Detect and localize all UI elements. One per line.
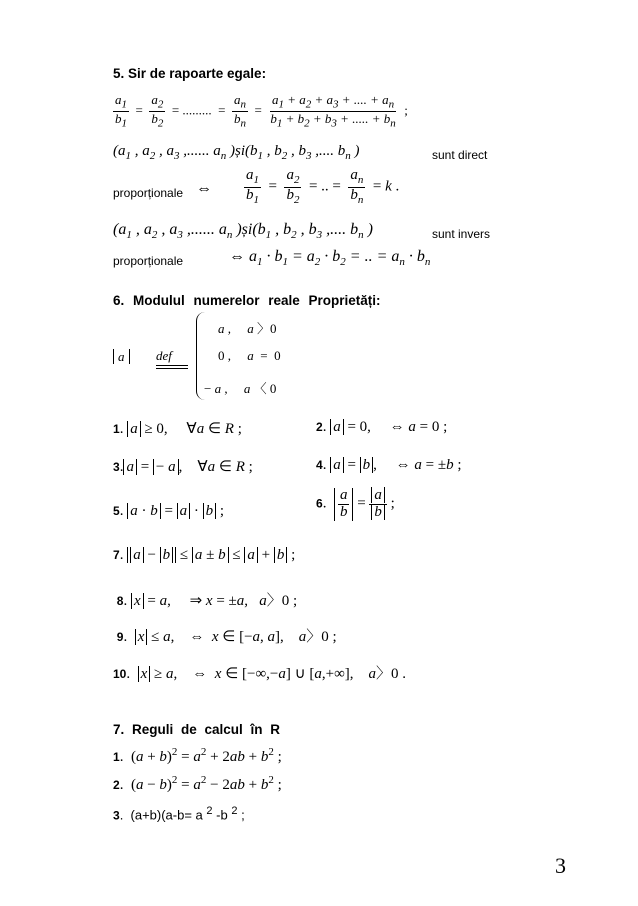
prop-1: 1. a ≥ 0, ∀a ∈ R ; [113,421,242,437]
rule-3: 3. (a+b)(a-b= a $^2$ -b $^2$ ; [113,805,245,823]
def-word: def [156,348,188,369]
def-case-2: 0 , a = 0 [218,348,281,363]
inverse-sequences: ($a_1$ , $a_2$ , $a_3$ ,...... $a_n$ )$și(b_1$ , $b_2$ , $b_3$ ,.... $b_n$ ) [113,221,373,242]
rule-1: 1. $(a + b)^2 = a^2 + 2ab + b^2$ ; [113,746,282,765]
prop-8: 8. x = a, ⇒ x = ±a, a〉0 ; [116,593,298,609]
section-5-title: 5. Sir de rapoarte egale: [113,66,267,81]
inverse-tail: sunt invers [432,227,491,241]
page-number: 3 [555,853,566,878]
inverse-formula: ⇔ $a_1 \cdot b_1 = a_2 \cdot b_2$ = .. = $a_n \cdot b_n$ [229,248,431,269]
def-lhs: a [113,349,130,365]
ratio-equation: $\frac{a_1}{b_1}$ = $\frac{a_2}{b_2}$ = ......... = $\frac{a_n}{b_n}$ = $\frac{a_1 + a_2 + a_3 + .... + a_n}{b_1 + b_2 + b_3 + ..... + b_n}$ ; [115,92,408,130]
prop-4: 4. a = b , ⇔ a = ±b ; [316,457,462,473]
rule-2: 2. $(a - b)^2 = a^2 - 2ab + b^2$ ; [113,774,282,793]
prop-5: 5. a · b = a · b ; [113,503,225,519]
def-case-3: − a , a 〈 0 [204,381,277,396]
def-case-1: a , a 〉0 [218,321,277,336]
section-7-title: 7. Reguli de calcul în R [113,722,281,737]
direct-label: proporționale [113,186,184,200]
prop-6: 6. $\frac{a}{b}$ = $\frac{a}{b}$ ; [316,487,395,520]
prop-2: 2. a = 0, ⇔ a = 0 ; [316,419,448,435]
inverse-label: proporționale [113,254,184,268]
section-6-title: 6. Modulul numerelor reale Proprietăți: [113,293,381,308]
prop-9: 9. x ≤ a, ⇔ x ∈ [−a, a], a〉0 ; [116,629,337,645]
direct-sequences: ($a_1$ , $a_2$ , $a_3$ ,...... $a_n$ )$și(b_1$ , $b_2$ , $b_3$ ,.... $b_n$ ) [113,143,360,162]
prop-7: 7. a − b ≤ a ± b ≤ a + b ; [113,547,296,563]
direct-formula: $\frac{a_1}{b_1}$ = $\frac{a_2}{b_2}$ = .. = $\frac{a_n}{b_n}$ = k . [246,167,400,206]
direct-iff: ⇔ [196,180,212,197]
prop-3: 3. a = − a , ∀a ∈ R ; [113,459,253,475]
prop-10: 10. x ≥ a, ⇔ x ∈ [−∞,−a] ∪ [a,+∞], a〉0 . [113,666,407,682]
direct-tail: sunt direct [432,148,488,162]
